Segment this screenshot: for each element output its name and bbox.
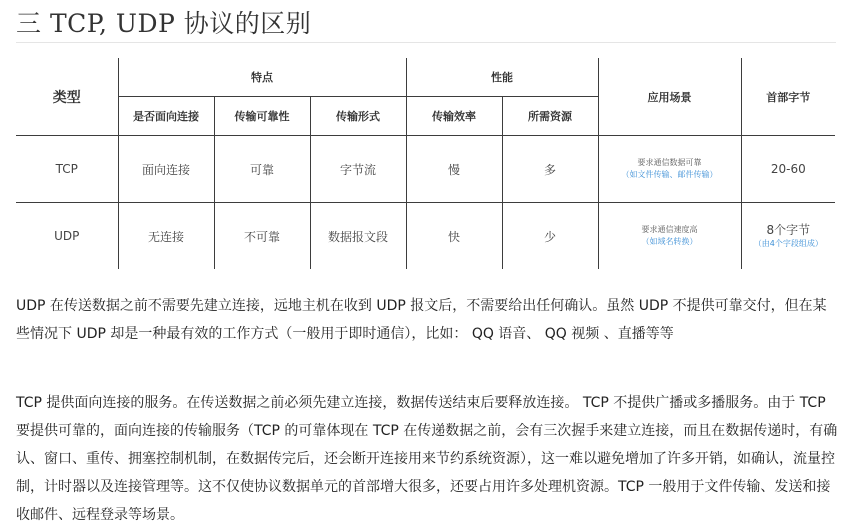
header-efficiency: 传输效率 xyxy=(406,97,502,136)
header-resources: 所需资源 xyxy=(502,97,598,136)
cell-form: 字节流 xyxy=(310,136,406,203)
header-form: 传输形式 xyxy=(310,97,406,136)
table-row-udp xyxy=(16,203,835,270)
header-bytes-value: 8个字节 xyxy=(766,223,811,237)
header-bytes-value: 20-60 xyxy=(770,162,806,176)
cell-header-bytes xyxy=(741,136,835,203)
cell-reliability: 不可靠 xyxy=(214,203,310,270)
header-performance: 性能 xyxy=(406,58,598,97)
cell-connection: 无连接 xyxy=(118,203,214,270)
cell-connection: 面向连接 xyxy=(118,136,214,203)
cell-type: UDP xyxy=(16,203,118,270)
header-features: 特点 xyxy=(118,58,406,97)
page-title: 三 TCP, UDP 协议的区别 xyxy=(16,9,312,38)
application-text: 要求通信速度高 xyxy=(641,225,698,234)
cell-reliability: 可靠 xyxy=(214,136,310,203)
udp-description-paragraph: UDP 在传送数据之前不需要先建立连接，远地主机在收到 UDP 报文后，不需要给出任何确认。虽然 UDP 不提供可靠交付，但在某些情况下 UDP 却是一种最有效的工作方式（一般用于即时通信），比如： QQ 语音、 QQ 视频 、直播等等 xyxy=(16,298,827,342)
cell-efficiency: 快 xyxy=(406,203,502,270)
application-note: （如域名转换） xyxy=(641,237,698,246)
header-application: 应用场景 xyxy=(598,58,741,136)
cell-form: 数据报文段 xyxy=(310,203,406,270)
header-bytes-note: （由4个字段组成） xyxy=(753,239,823,248)
cell-application xyxy=(598,136,741,203)
comparison-table xyxy=(16,58,835,269)
cell-type: TCP xyxy=(16,136,118,203)
header-type: 类型 xyxy=(52,89,81,106)
table-row-tcp xyxy=(16,136,835,203)
header-reliability: 传输可靠性 xyxy=(214,97,310,136)
tcp-description-paragraph: TCP 提供面向连接的服务。在传送数据之前必须先建立连接，数据传送结束后要释放连接。 TCP 不提供广播或多播服务。由于 TCP 要提供可靠的，面向连接的传输服务（TCP 的可靠体现在 TCP 在传递数据之前，会有三次握手来建立连接，而且在数据传递时，有确认、窗口、重传、拥塞控制机制，在数据传完后，还会断开连接用来节约系统资源），这一难以避免增加了许多开销，如确认，流量控制，计时器以及连接管理等。这不仅使协议数据单元的首部增大很多，还要占用许多处理机资源。TCP 一般用于文件传输、发送和接收邮件、远程登录等场景。 xyxy=(16,395,838,523)
header-bytes: 首部字节 xyxy=(741,58,835,136)
title-divider xyxy=(16,42,836,43)
cell-header-bytes xyxy=(741,203,835,270)
application-note: （如文件传输、邮件传输） xyxy=(621,170,718,179)
cell-resources: 少 xyxy=(502,203,598,270)
cell-application xyxy=(598,203,741,270)
cell-resources: 多 xyxy=(502,136,598,203)
table-header-row xyxy=(16,58,835,97)
application-text: 要求通信数据可靠 xyxy=(637,158,702,167)
header-connection: 是否面向连接 xyxy=(118,97,214,136)
cell-efficiency: 慢 xyxy=(406,136,502,203)
